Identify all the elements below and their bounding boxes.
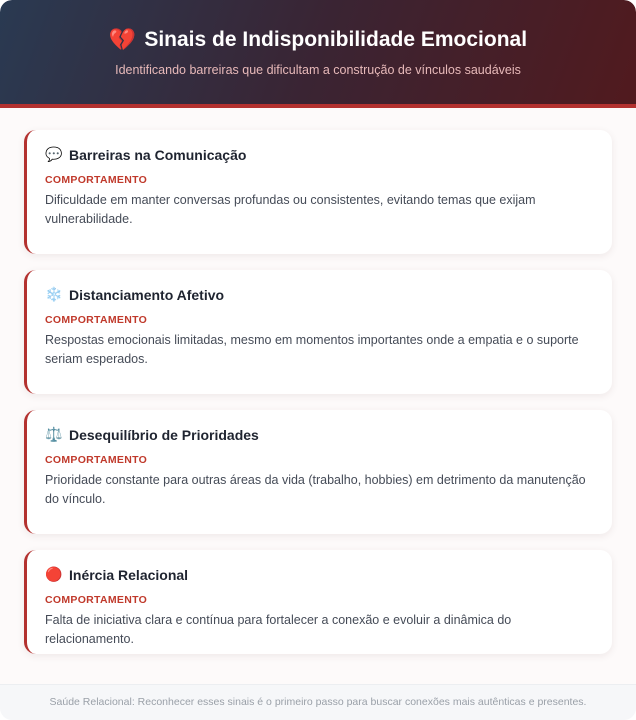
card-title: Barreiras na Comunicação: [69, 146, 247, 163]
card-label: COMPORTAMENTO: [45, 174, 148, 186]
title-row: [0, 28, 636, 52]
footer-note: Saúde Relacional: Reconhecer esses sinais é o primeiro passo para buscar conexões mais autênticas e presentes.: [0, 684, 636, 720]
card-list: [0, 108, 636, 684]
card-description: Falta de iniciativa clara e contínua para fortalecer a conexão e evoluir a dinâmica do relacionamento.: [45, 613, 512, 646]
card-description: Dificuldade em manter conversas profundas ou consistentes, evitando temas que exijam vulnerabilidade.: [45, 193, 536, 226]
speech-bubble-icon: 💬: [45, 146, 63, 162]
card-label: COMPORTAMENTO: [45, 314, 148, 326]
snowflake-icon: ❄️: [45, 286, 63, 302]
balance-scale-icon: ⚖️: [45, 426, 63, 442]
card-barreiras-comunicacao: [24, 130, 612, 254]
card-title: Distanciamento Afetivo: [69, 286, 225, 303]
card-label: COMPORTAMENTO: [45, 594, 148, 606]
card-title-row: [45, 146, 594, 163]
page-subtitle: Identificando barreiras que dificultam a construção de vínculos saudáveis: [115, 63, 521, 77]
card-description: Prioridade constante para outras áreas da vida (trabalho, hobbies) em detrimento da manutenção do vínculo.: [45, 473, 586, 506]
card-title: Inércia Relacional: [69, 566, 189, 583]
card-desequilibrio-prioridades: [24, 410, 612, 534]
page-title: Sinais de Indisponibilidade Emocional: [144, 28, 528, 51]
broken-heart-icon: 💔: [108, 27, 137, 52]
card-title-row: [45, 426, 594, 443]
card-title-row: [45, 566, 594, 583]
card-inercia-relacional: [24, 550, 612, 654]
card-title: Desequilíbrio de Prioridades: [69, 426, 259, 443]
card-description: Respostas emocionais limitadas, mesmo em momentos importantes onde a empatia e o suporte seriam esperados.: [45, 333, 579, 366]
card-title-row: [45, 286, 594, 303]
card-distanciamento-afetivo: [24, 270, 612, 394]
card-label: COMPORTAMENTO: [45, 454, 148, 466]
red-circle-icon: 🔴: [45, 566, 63, 582]
header: [0, 0, 636, 108]
